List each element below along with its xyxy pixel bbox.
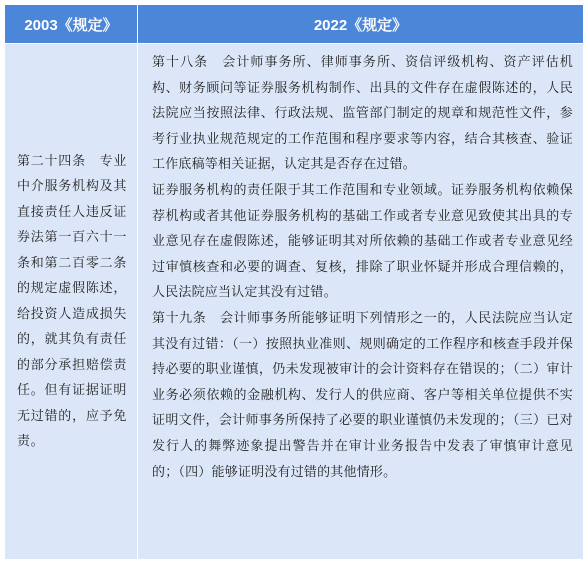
service-scope-paragraph: 证券服务机构的责任限于其工作范围和专业领域。证券服务机构依赖保荐机构或者其他证券服务机构的基础工作或者专业意见致使其出具的专业意见存在虚假陈述，能够证明其对所依赖的基础工作或者专业意见经过审慎核查和必要的调查、复核，排除了职业怀疑并形成合理信赖的，人民法院应当认定其没有过错。 — [152, 182, 573, 301]
article-19-paragraph: 第十九条 会计师事务所能够证明下列情形之一的，人民法院应当认定其没有过错：（一）按照执业准则、规则确定的工作程序和核查手段并保持必要的职业谨慎，仍未发现被审计的会计资料存在错误的；（二）审计业务必须依赖的金融机构、发行人的供应商、客户等相关单位提供不实证明文件，会计师事务所保持了必要的职业谨慎仍未发现的；（三）已对发行人的舞弊迹象提出警告并在审计业务报告中发表了审慎审计意见的；（四）能够证明没有过错的其他情形。 — [152, 310, 573, 480]
header-row — [5, 5, 584, 44]
article-18-paragraph: 第十八条 会计师事务所、律师事务所、资信评级机构、资产评估机构、财务顾问等证券服务机构制作、出具的文件存在虚假陈述的，人民法院应当按照法律、行政法规、监管部门制定的规章和规范性文件，参考行业执业规范规定的工作范围和程序要求等内容，结合其核查、验证工作底稿等相关证据，认定其是否存在过错。 — [152, 55, 573, 173]
cell-2003 — [5, 44, 138, 560]
cell-2022 — [138, 44, 584, 560]
header-2022: 2022《规定》 — [138, 5, 584, 44]
content-row — [5, 44, 584, 560]
article-24-text: 第二十四条 专业中介服务机构及其直接责任人违反证券法第一百六十一条和第二百零二条的规定虚假陈述，给投资人造成损失的，就其负有责任的部分承担赔偿责任。但有证据证明无过错的，应予免责。 — [17, 153, 127, 449]
header-2003: 2003《规定》 — [5, 5, 138, 44]
comparison-table — [4, 4, 584, 560]
right-text-block — [138, 44, 583, 485]
